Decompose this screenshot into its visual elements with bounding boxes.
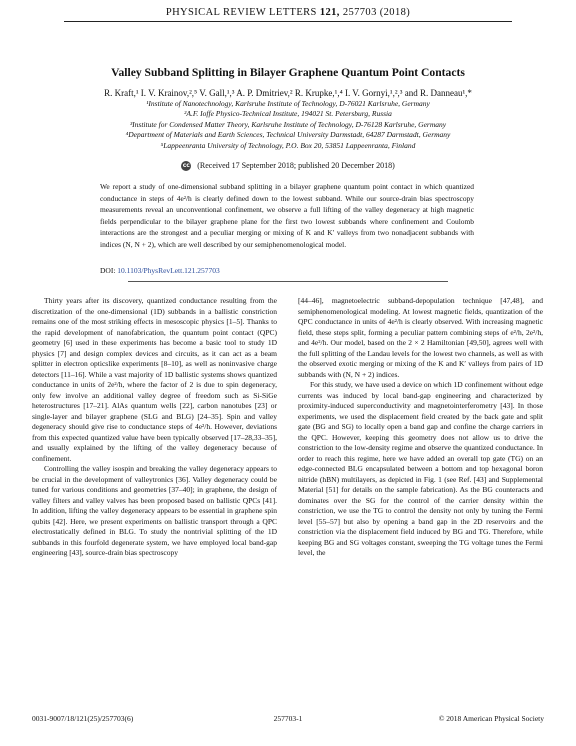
affiliation-3: ³Institute for Condensed Matter Theory, Karlsruhe Institute of Technology, D-76128 Karlsruhe, Germany [129, 119, 447, 129]
article-ref: 257703 (2018) [342, 7, 411, 18]
open-access-icon[interactable]: cc [182, 162, 190, 170]
doi-label: DOI: [100, 266, 116, 275]
affiliation-5: ⁵Lappeenranta University of Technology, P.O. Box 20, 53851 Lappeenranta, Finland [160, 140, 416, 150]
paragraph: Thirty years after its discovery, quantized conductance resulting from the discretization of the one-dimensional (1D) subbands in a ballistic constriction remains one of the most striking effects in mesoscopic physics [1–5]. Thanks to the rapid development of nanofabrication, the quantum point contact (QPC) geometry [6] used in these experiments has become a basic tool to study 1D physics [7] and design complex devices and circuits, as it can act as a beam splitter in electron opticslike experiments [8–10], as well as noninvasive charge detectors [11–16]. While a vast majority of 1D ballistic systems shows quantized conductance in units of 2e²/h, where the factor of 2 is due to spin degeneracy, only few involve an additional valley degree of freedom such as Si-SiGe heterostructures [17–21]. AlAs quantum wells [22], carbon nanotubes [23] or single-layer and bilayer graphene (SLG and BLG) [24–35]. Spin and valley degeneracy should give rise to conductance steps of 4e²/h. However, deviations from this expected quantized value have been typically observed [17–28,33–35], and usually explained by the lifting of the valley degeneracy because of confinement. [32, 296, 277, 463]
body-column-right [298, 296, 543, 559]
received-line [60, 161, 516, 171]
body-column-left [32, 296, 277, 559]
footer-code: 0031-9007/18/121(25)/257703(6) [32, 714, 134, 723]
paper-title: Valley Subband Splitting in Bilayer Graphene Quantum Point Contacts [111, 66, 465, 79]
copyright: © 2018 American Physical Society [438, 714, 544, 723]
affiliation-2: ²A.F. Ioffe Physico-Technical Institute, 194021 St. Petersburg, Russia [184, 109, 392, 119]
affiliations [50, 99, 526, 151]
doi-link[interactable]: 10.1103/PhysRevLett.121.257703 [117, 266, 220, 275]
author-list: R. Kraft,¹ I. V. Krainov,²,⁵ V. Gall,¹,³ A. P. Dmitriev,² R. Krupke,¹,⁴ I. V. Gornyi,¹,²,³ and R. Danneau¹,* [104, 88, 472, 98]
paragraph: For this study, we have used a device on which 1D confinement without edge currents was induced by local band-gap engineering and characterized by proximity-induced superconductivity and magnetointerferometry [43]. In those experiments, we used the displacement field created by the back gate and split gate (BG and SG) to locally open a band gap and confine the charge carriers in the QPC. However, keeping this geometry does not allow us to drive the constriction to the low-density regime and observe the quantized conductance. In order to reach this regime, here we have added an overall top gate (TG) on an edge-connected BLG encapsulated between a bottom and top hexagonal boron nitride (hBN) multilayers, as depicted in Fig. 1 (see Ref. [43] and Supplemental Material [51] for details on the sample fabrication). As the BG counteracts and dominates over the SG for the control of the carrier density within the constriction, we use the TG to control the density not only by tuning the Fermi level [55–57] but also by opening a band gap in the 2D reservoirs and the constriction via the displacement field induced by BG and TG. Therefore, while keeping BG and SG voltages constant, sweeping the TG voltage tunes the Fermi level, the [298, 380, 543, 557]
paragraph: Controlling the valley isospin and breaking the valley degeneracy appears to be crucial in the development of valleytronics [36]. Valley degeneracy could be tuned for various conditions and geometries [37–40]; in graphene, the design of valley filters and valley valves has been proposed based on ballistic QPCs [41]. In addition, lifting the valley degeneracy appears to be essential in graphene spin qubits [42]. Here, we present experiments on ballistic transport through a QPC electrostatically defined in BLG. To study the nontrivial splitting of the 1D subbands in this fourfold degenerate system, we have employed local band-gap engineering [43], source-drain bias spectroscopy [32, 464, 277, 557]
section-divider [128, 281, 448, 282]
received-dates: (Received 17 September 2018; published 20 December 2018) [197, 161, 395, 170]
doi-line [100, 266, 220, 275]
paragraph: [44–46], magnetoelectric subband-depopulation technique [47,48], and semiphenomenological modeling. At lowest magnetic fields, quantization of the QPC conductance in units of 4e²/h is clearly observed. With increasing magnetic field, these steps split, forming a peculiar pattern combining steps of e²/h, 2e²/h, and 4e²/h. Our model, based on the 2 × 2 Hamiltonian [49,50], agrees well with the full splitting of the Landau levels for the lowest two channels, as well as with the observed exotic merging or mixing of the K and K′ valleys from pairs of 1D subbands with (N, N + 2) indices. [298, 296, 543, 379]
journal-name: PHYSICAL REVIEW LETTERS [165, 7, 317, 18]
journal-header [64, 7, 512, 22]
page-number: 257703-1 [273, 714, 303, 723]
journal-volume: 121, [319, 7, 340, 18]
affiliation-4: ⁴Department of Materials and Earth Sciences, Technical University Darmstadt, 64287 Darmstadt, Germany [125, 130, 451, 140]
abstract: We report a study of one-dimensional subband splitting in a bilayer graphene quantum point contact in which quantized conductance in steps of 4e²/h is clearly defined down to the lowest subband. While our source-drain bias spectroscopy measurements reveal an unconventional confinement, we observe a full lifting of the valley degeneracy at high magnetic fields perpendicular to the bilayer graphene plane for the first two lowest subbands where confinement and Coulomb interactions are the strongest and a peculiar merging or mixing of K and K′ valleys from two nonadjacent subbands with indices (N, N + 2), which are well described by our semiphenomenological model. [100, 182, 474, 249]
affiliation-1: ¹Institute of Nanotechnology, Karlsruhe Institute of Technology, D-76021 Karlsruhe, Germany [146, 99, 430, 108]
